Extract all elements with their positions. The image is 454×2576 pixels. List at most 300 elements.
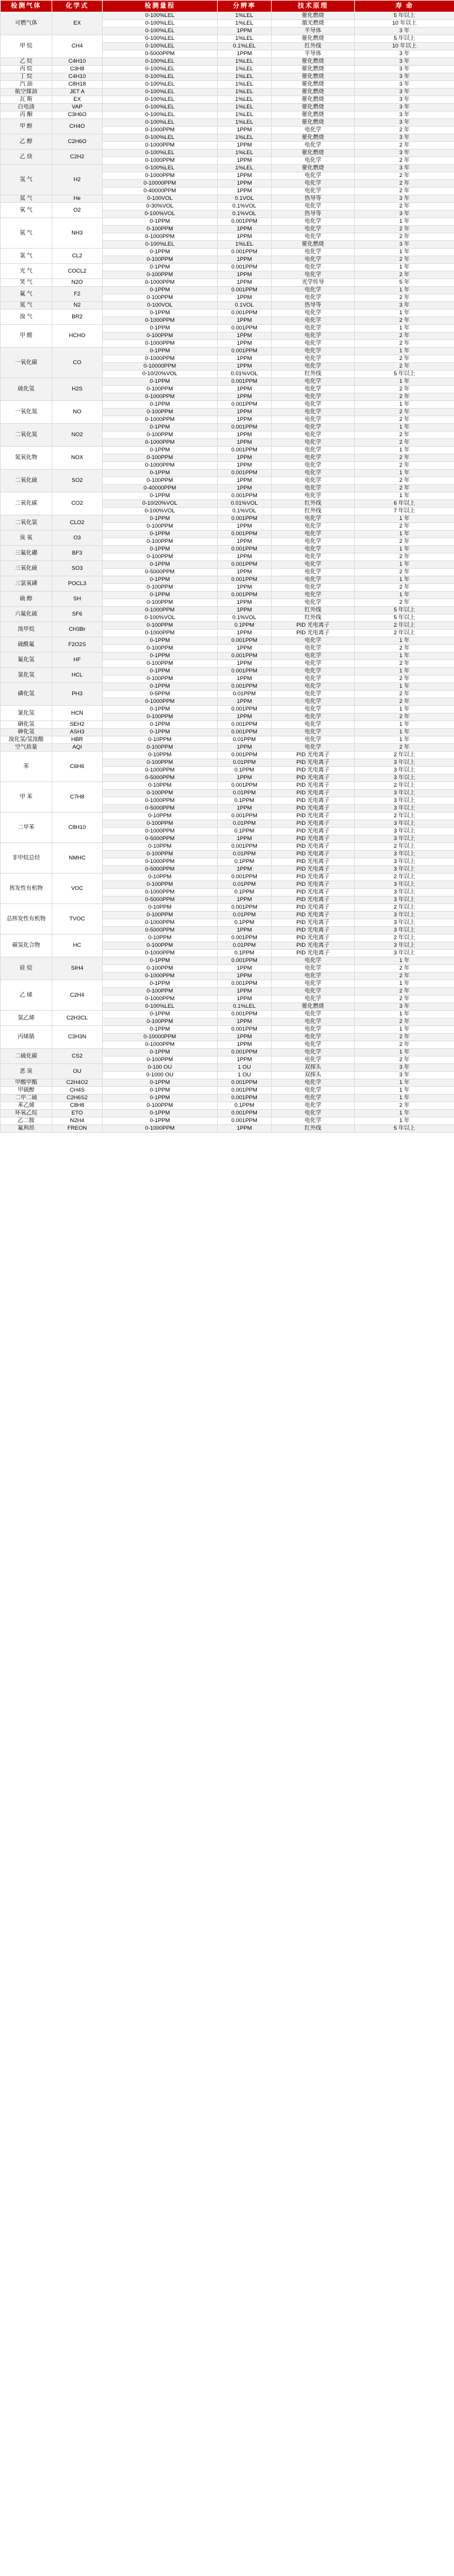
cell-lifetime: 3 年以上 [355,858,454,866]
cell-lifetime: 1 年 [355,668,454,675]
cell-lifetime: 1 年 [355,424,454,431]
cell-resolution: 0.001PPM [218,653,272,660]
cell-detection-range: 0-1000PPM [103,127,218,134]
cell-detection-range: 0-100%VOL [103,508,218,515]
cell-resolution: 1PPM [218,569,272,576]
cell-chemical-formula: BF3 [52,546,103,561]
cell-technology: 电化学 [272,363,355,371]
cell-chemical-formula: CS2 [52,1049,103,1064]
cell-lifetime: 2 年 [355,386,454,393]
cell-lifetime: 2 年 [355,1034,454,1041]
cell-lifetime: 2 年 [355,355,454,363]
table-row [1,980,454,988]
cell-gas-name: 汽 油 [1,81,52,89]
cell-resolution: 0.001PPM [218,1079,272,1087]
cell-detection-range: 0-100PPM [103,942,218,950]
cell-lifetime: 7 年以上 [355,508,454,515]
cell-technology: 电化学 [272,1041,355,1049]
cell-resolution: 1PPM [218,172,272,180]
cell-detection-range: 0-100PPM [103,271,218,279]
cell-lifetime: 1 年 [355,447,454,454]
cell-gas-name: 硫化氢 [1,378,52,401]
cell-gas-name: 三氟化硼 [1,546,52,561]
cell-lifetime: 1 年 [355,492,454,500]
cell-detection-range: 0-100PPM [103,1056,218,1064]
cell-lifetime: 2 年 [355,142,454,149]
cell-resolution: 1PPM [218,279,272,287]
cell-technology: PID 光电离子 [272,813,355,820]
cell-resolution: 1PPM [218,477,272,485]
cell-detection-range: 0-100%LEL [103,1003,218,1011]
cell-resolution: 1PPM [218,256,272,264]
cell-lifetime: 2 年 [355,416,454,424]
cell-lifetime: 2 年 [355,698,454,706]
cell-resolution: 1PPM [218,226,272,233]
cell-detection-range: 0-1PPM [103,1026,218,1034]
cell-lifetime: 2 年 [355,1056,454,1064]
cell-resolution: 0.1PPM [218,950,272,957]
cell-lifetime: 3 年 [355,58,454,66]
cell-technology: PID 光电离子 [272,851,355,858]
cell-resolution: 1PPM [218,660,272,668]
cell-lifetime: 2 年以上 [355,782,454,790]
cell-detection-range: 0-1PPM [103,576,218,584]
cell-technology: 电化学 [272,957,355,965]
cell-technology: 电化学 [272,995,355,1003]
cell-technology: 电化学 [272,386,355,393]
cell-detection-range: 0-1PPM [103,378,218,386]
cell-resolution: 1%LEL [218,12,272,20]
cell-detection-range: 0-1000PPM [103,698,218,706]
table-row [1,561,454,569]
cell-lifetime: 1 年 [355,576,454,584]
cell-resolution: 0.001PPM [218,980,272,988]
cell-gas-name: 一氧化氮 [1,401,52,424]
cell-lifetime: 2 年 [355,995,454,1003]
cell-lifetime: 3 年以上 [355,896,454,904]
cell-resolution: 1PPM [218,835,272,843]
cell-technology: PID 光电离子 [272,919,355,927]
cell-resolution: 1%LEL [218,104,272,111]
cell-resolution: 0.01PPM [218,881,272,889]
cell-resolution: 1PPM [218,988,272,995]
cell-chemical-formula: C7H8 [52,782,103,813]
cell-technology: 电化学 [272,1056,355,1064]
cell-resolution: 0.001PPM [218,515,272,523]
cell-resolution: 0.001PPM [218,561,272,569]
header-row [1,1,454,12]
table-row [1,104,454,111]
cell-lifetime: 2 年 [355,675,454,683]
cell-technology: 电化学 [272,1095,355,1102]
cell-resolution: 1PPM [218,1125,272,1133]
cell-gas-name: 砷化氢 [1,729,52,736]
table-row [1,668,454,675]
cell-gas-name: 硫 醇 [1,592,52,607]
cell-technology: PID 光电离子 [272,866,355,874]
cell-resolution: 0.001PPM [218,592,272,599]
cell-gas-name: 甲 苯 [1,782,52,813]
cell-detection-range: 0-100%LEL [103,241,218,249]
cell-lifetime: 1 年 [355,592,454,599]
cell-detection-range: 0-100%LEL [103,104,218,111]
cell-chemical-formula: OU [52,1064,103,1079]
cell-resolution: 0.001PPM [218,683,272,691]
cell-gas-name: 空气质量 [1,744,52,752]
cell-technology: 电化学 [272,1110,355,1117]
cell-technology: 电化学 [272,226,355,233]
cell-gas-name: 氯乙烯 [1,1011,52,1026]
cell-lifetime: 2 年 [355,569,454,576]
cell-chemical-formula: NO [52,401,103,424]
cell-lifetime: 5 年以上 [355,371,454,378]
cell-lifetime: 3 年 [355,81,454,89]
table-row [1,1079,454,1087]
table-row [1,203,454,210]
cell-chemical-formula: F2 [52,287,103,302]
cell-detection-range: 0-1PPM [103,218,218,226]
cell-resolution: 0.001PPM [218,218,272,226]
cell-lifetime: 2 年 [355,965,454,973]
cell-lifetime: 1 年 [355,729,454,736]
cell-gas-name: 甲 烷 [1,35,52,58]
cell-detection-range: 0-5000PPM [103,569,218,576]
cell-detection-range: 0-100PPM [103,599,218,607]
cell-lifetime: 1 年 [355,1026,454,1034]
cell-detection-range: 0-1PPM [103,957,218,965]
cell-resolution: 1PPM [218,271,272,279]
table-row [1,843,454,851]
cell-technology: 催化燃烧 [272,149,355,157]
cell-lifetime: 3 年以上 [355,790,454,797]
table-row [1,546,454,553]
cell-detection-range: 0-1000PPM [103,142,218,149]
table-row [1,470,454,477]
cell-chemical-formula: VOC [52,874,103,904]
table-row [1,653,454,660]
cell-resolution: 0.001PPM [218,1026,272,1034]
cell-detection-range: 0-5000PPM [103,927,218,934]
cell-lifetime: 2 年 [355,645,454,653]
cell-lifetime: 3 年 [355,241,454,249]
col-header-resolution: 分辨率 [218,1,272,12]
col-header-gas: 检测气体 [1,1,52,12]
cell-technology: 催化燃烧 [272,104,355,111]
cell-gas-name: 非甲烷总烃 [1,843,52,874]
cell-technology: 催化燃烧 [272,35,355,43]
table-row [1,1064,454,1072]
cell-lifetime: 3 年 [355,111,454,119]
cell-resolution: 1PPM [218,1056,272,1064]
cell-chemical-formula: EX [52,96,103,104]
cell-detection-range: 0-100%VOL [103,614,218,622]
cell-technology: 催化燃烧 [272,81,355,89]
cell-lifetime: 3 年 [355,165,454,172]
table-row [1,119,454,127]
cell-lifetime: 2 年以上 [355,752,454,759]
cell-detection-range: 0-40000PPM [103,188,218,195]
table-row [1,1011,454,1018]
cell-lifetime: 3 年以上 [355,927,454,934]
cell-technology: 红外线 [272,371,355,378]
cell-technology: 电化学 [272,249,355,256]
cell-detection-range: 0-100PPM [103,256,218,264]
table-row [1,279,454,287]
cell-gas-name: 溴甲烷 [1,622,52,637]
cell-lifetime: 2 年 [355,973,454,980]
cell-technology: 电化学 [272,691,355,698]
cell-gas-name: 氮 气 [1,302,52,310]
cell-detection-range: 0-1PPM [103,546,218,553]
table-row [1,782,454,790]
cell-chemical-formula: C8H18 [52,81,103,89]
cell-resolution: 1%LEL [218,35,272,43]
cell-lifetime: 2 年以上 [355,813,454,820]
cell-resolution: 1PPM [218,866,272,874]
table-row [1,310,454,317]
cell-gas-name: 丙烯腈 [1,1026,52,1049]
cell-resolution: 1%LEL [218,119,272,127]
cell-resolution: 1PPM [218,386,272,393]
cell-resolution: 0.001PPM [218,1049,272,1056]
cell-technology: 电化学 [272,188,355,195]
cell-lifetime: 3 年以上 [355,912,454,919]
cell-gas-name: 丁 烷 [1,73,52,81]
cell-detection-range: 0-1PPM [103,1087,218,1095]
cell-detection-range: 0-1000PPM [103,157,218,165]
cell-detection-range: 0-1PPM [103,1110,218,1117]
table-row [1,249,454,256]
cell-chemical-formula: C2H2 [52,149,103,165]
cell-lifetime: 3 年 [355,89,454,96]
cell-technology: 电化学 [272,340,355,348]
cell-lifetime: 1 年 [355,546,454,553]
cell-technology: 电化学 [272,203,355,210]
cell-technology: PID 光电离子 [272,790,355,797]
cell-resolution: 0.01PPM [218,736,272,744]
cell-technology: 催化燃烧 [272,66,355,73]
cell-detection-range: 0-1000PPM [103,355,218,363]
cell-chemical-formula: NOX [52,447,103,470]
cell-detection-range: 0-1000PPM [103,340,218,348]
cell-resolution: 0.001PPM [218,843,272,851]
cell-technology: 电化学 [272,1026,355,1034]
cell-technology: 电化学 [272,660,355,668]
cell-lifetime: 1 年 [355,264,454,271]
cell-gas-name: 氦 气 [1,195,52,203]
cell-technology: 红外线 [272,1125,355,1133]
cell-technology: 半导体 [272,28,355,35]
cell-detection-range: 0-100%LEL [103,35,218,43]
cell-lifetime: 2 年 [355,233,454,241]
cell-lifetime: 5 年 [355,279,454,287]
cell-technology: 电化学 [272,1117,355,1125]
cell-lifetime: 1 年 [355,1049,454,1056]
cell-technology: 电化学 [272,698,355,706]
cell-resolution: 1PPM [218,142,272,149]
cell-chemical-formula: SEH2 [52,721,103,729]
cell-chemical-formula: SIH4 [52,957,103,980]
cell-resolution: 1PPM [218,409,272,416]
cell-chemical-formula: C6H6 [52,752,103,782]
cell-chemical-formula: H2S [52,378,103,401]
cell-lifetime: 10 年以上 [355,20,454,28]
table-row [1,904,454,912]
cell-technology: PID 光电离子 [272,774,355,782]
cell-detection-range: 0-1PPM [103,1049,218,1056]
cell-chemical-formula: CO2 [52,492,103,515]
cell-resolution: 1PPM [218,973,272,980]
cell-lifetime: 3 年以上 [355,820,454,828]
cell-detection-range: 0-1000PPM [103,630,218,637]
cell-lifetime: 2 年 [355,393,454,401]
cell-lifetime: 2 年 [355,431,454,439]
cell-detection-range: 0-1PPM [103,515,218,523]
cell-resolution: 1PPM [218,523,272,531]
cell-chemical-formula: CLO2 [52,515,103,531]
table-row [1,1102,454,1110]
cell-resolution: 1PPM [218,1034,272,1041]
cell-gas-name: 乙 烯 [1,980,52,1011]
cell-technology: 电化学 [272,172,355,180]
cell-lifetime: 2 年 [355,363,454,371]
cell-lifetime: 1 年 [355,1079,454,1087]
cell-chemical-formula: CH3Br [52,622,103,637]
table-row [1,515,454,523]
cell-chemical-formula: COCL2 [52,264,103,279]
cell-detection-range: 0-10PPM [103,813,218,820]
cell-resolution: 0.001PPM [218,934,272,942]
cell-technology: 红外线 [272,607,355,614]
cell-lifetime: 2 年 [355,553,454,561]
cell-resolution: 0.001PPM [218,637,272,645]
cell-technology: 电化学 [272,470,355,477]
cell-technology: 热导等 [272,302,355,310]
cell-detection-range: 0-100PPM [103,523,218,531]
gas-sensor-table [0,0,454,1133]
cell-lifetime: 2 年 [355,691,454,698]
cell-resolution: 0.001PPM [218,378,272,386]
cell-resolution: 1PPM [218,233,272,241]
cell-chemical-formula: C8H10 [52,813,103,843]
cell-lifetime: 1 年 [355,721,454,729]
cell-lifetime: 2 年 [355,660,454,668]
cell-detection-range: 0-100%LEL [103,12,218,20]
cell-detection-range: 0-100%LEL [103,165,218,172]
cell-detection-range: 0-1PPM [103,1011,218,1018]
cell-resolution: 1PPM [218,896,272,904]
cell-technology: PID 光电离子 [272,622,355,630]
cell-lifetime: 1 年 [355,378,454,386]
cell-lifetime: 3 年 [355,195,454,203]
cell-resolution: 1%LEL [218,66,272,73]
cell-technology: PID 光电离子 [272,934,355,942]
cell-technology: 电化学 [272,675,355,683]
cell-detection-range: 0-1PPM [103,249,218,256]
cell-lifetime: 1 年 [355,249,454,256]
cell-resolution: 0.01PPM [218,820,272,828]
cell-technology: 电化学 [272,729,355,736]
cell-resolution: 0.001PPM [218,706,272,713]
cell-lifetime: 2 年以上 [355,904,454,912]
cell-lifetime: 2 年 [355,744,454,752]
cell-chemical-formula: O3 [52,531,103,546]
cell-gas-name: 磷化氢 [1,683,52,706]
cell-detection-range: 0-30%VOL [103,203,218,210]
table-row [1,1049,454,1056]
cell-lifetime: 1 年 [355,515,454,523]
cell-technology: 电化学 [272,439,355,447]
cell-chemical-formula: C3H3N [52,1026,103,1049]
cell-gas-name: 甲硫醇 [1,1087,52,1095]
cell-detection-range: 0-1PPM [103,683,218,691]
cell-resolution: 0.01%VOL [218,371,272,378]
cell-technology: 电化学 [272,965,355,973]
cell-technology: 电化学 [272,454,355,462]
cell-detection-range: 0-100PPM [103,790,218,797]
cell-gas-name: 二甲二硫 [1,1095,52,1102]
cell-resolution: 1%LEL [218,73,272,81]
cell-chemical-formula: PH3 [52,683,103,706]
cell-technology: PID 光电离子 [272,858,355,866]
cell-detection-range: 0-100%LEL [103,149,218,157]
cell-chemical-formula: JET A [52,89,103,96]
cell-technology: 电化学 [272,721,355,729]
cell-lifetime: 1 年 [355,1117,454,1125]
table-row [1,447,454,454]
cell-technology: 催化燃烧 [272,241,355,249]
cell-technology: 电化学 [272,378,355,386]
cell-resolution: 1PPM [218,363,272,371]
cell-resolution: 0.001PPM [218,813,272,820]
cell-technology: 电化学 [272,310,355,317]
cell-resolution: 1PPM [218,599,272,607]
cell-chemical-formula: TVOC [52,904,103,934]
table-row [1,592,454,599]
cell-resolution: 1PPM [218,607,272,614]
cell-technology: 催化燃烧 [272,134,355,142]
cell-lifetime: 2 年以上 [355,843,454,851]
cell-resolution: 0.001PPM [218,1095,272,1102]
cell-resolution: 0.1VOL [218,302,272,310]
cell-detection-range: 0-5000PPM [103,774,218,782]
cell-lifetime: 2 年 [355,332,454,340]
cell-detection-range: 0-1PPM [103,325,218,332]
table-row [1,729,454,736]
cell-resolution: 0.001PPM [218,782,272,790]
cell-lifetime: 3 年 [355,104,454,111]
cell-lifetime: 2 年以上 [355,622,454,630]
cell-detection-range: 0-5000PPM [103,896,218,904]
table-row [1,531,454,538]
cell-technology: 电化学 [272,332,355,340]
cell-technology: 电化学 [272,416,355,424]
cell-technology: 激光燃烧 [272,20,355,28]
cell-lifetime: 5 年以上 [355,12,454,20]
cell-technology: 催化燃烧 [272,58,355,66]
cell-resolution: 0.001PPM [218,668,272,675]
cell-chemical-formula: C2H3CL [52,1011,103,1026]
cell-technology: 催化燃烧 [272,89,355,96]
cell-resolution: 1PPM [218,698,272,706]
cell-detection-range: 0-100%LEL [103,20,218,28]
cell-detection-range: 0-100PPM [103,851,218,858]
cell-resolution: 1%LEL [218,165,272,172]
table-row [1,492,454,500]
cell-gas-name: 氯化氢 [1,668,52,683]
cell-chemical-formula: NH3 [52,218,103,249]
table-row [1,622,454,630]
